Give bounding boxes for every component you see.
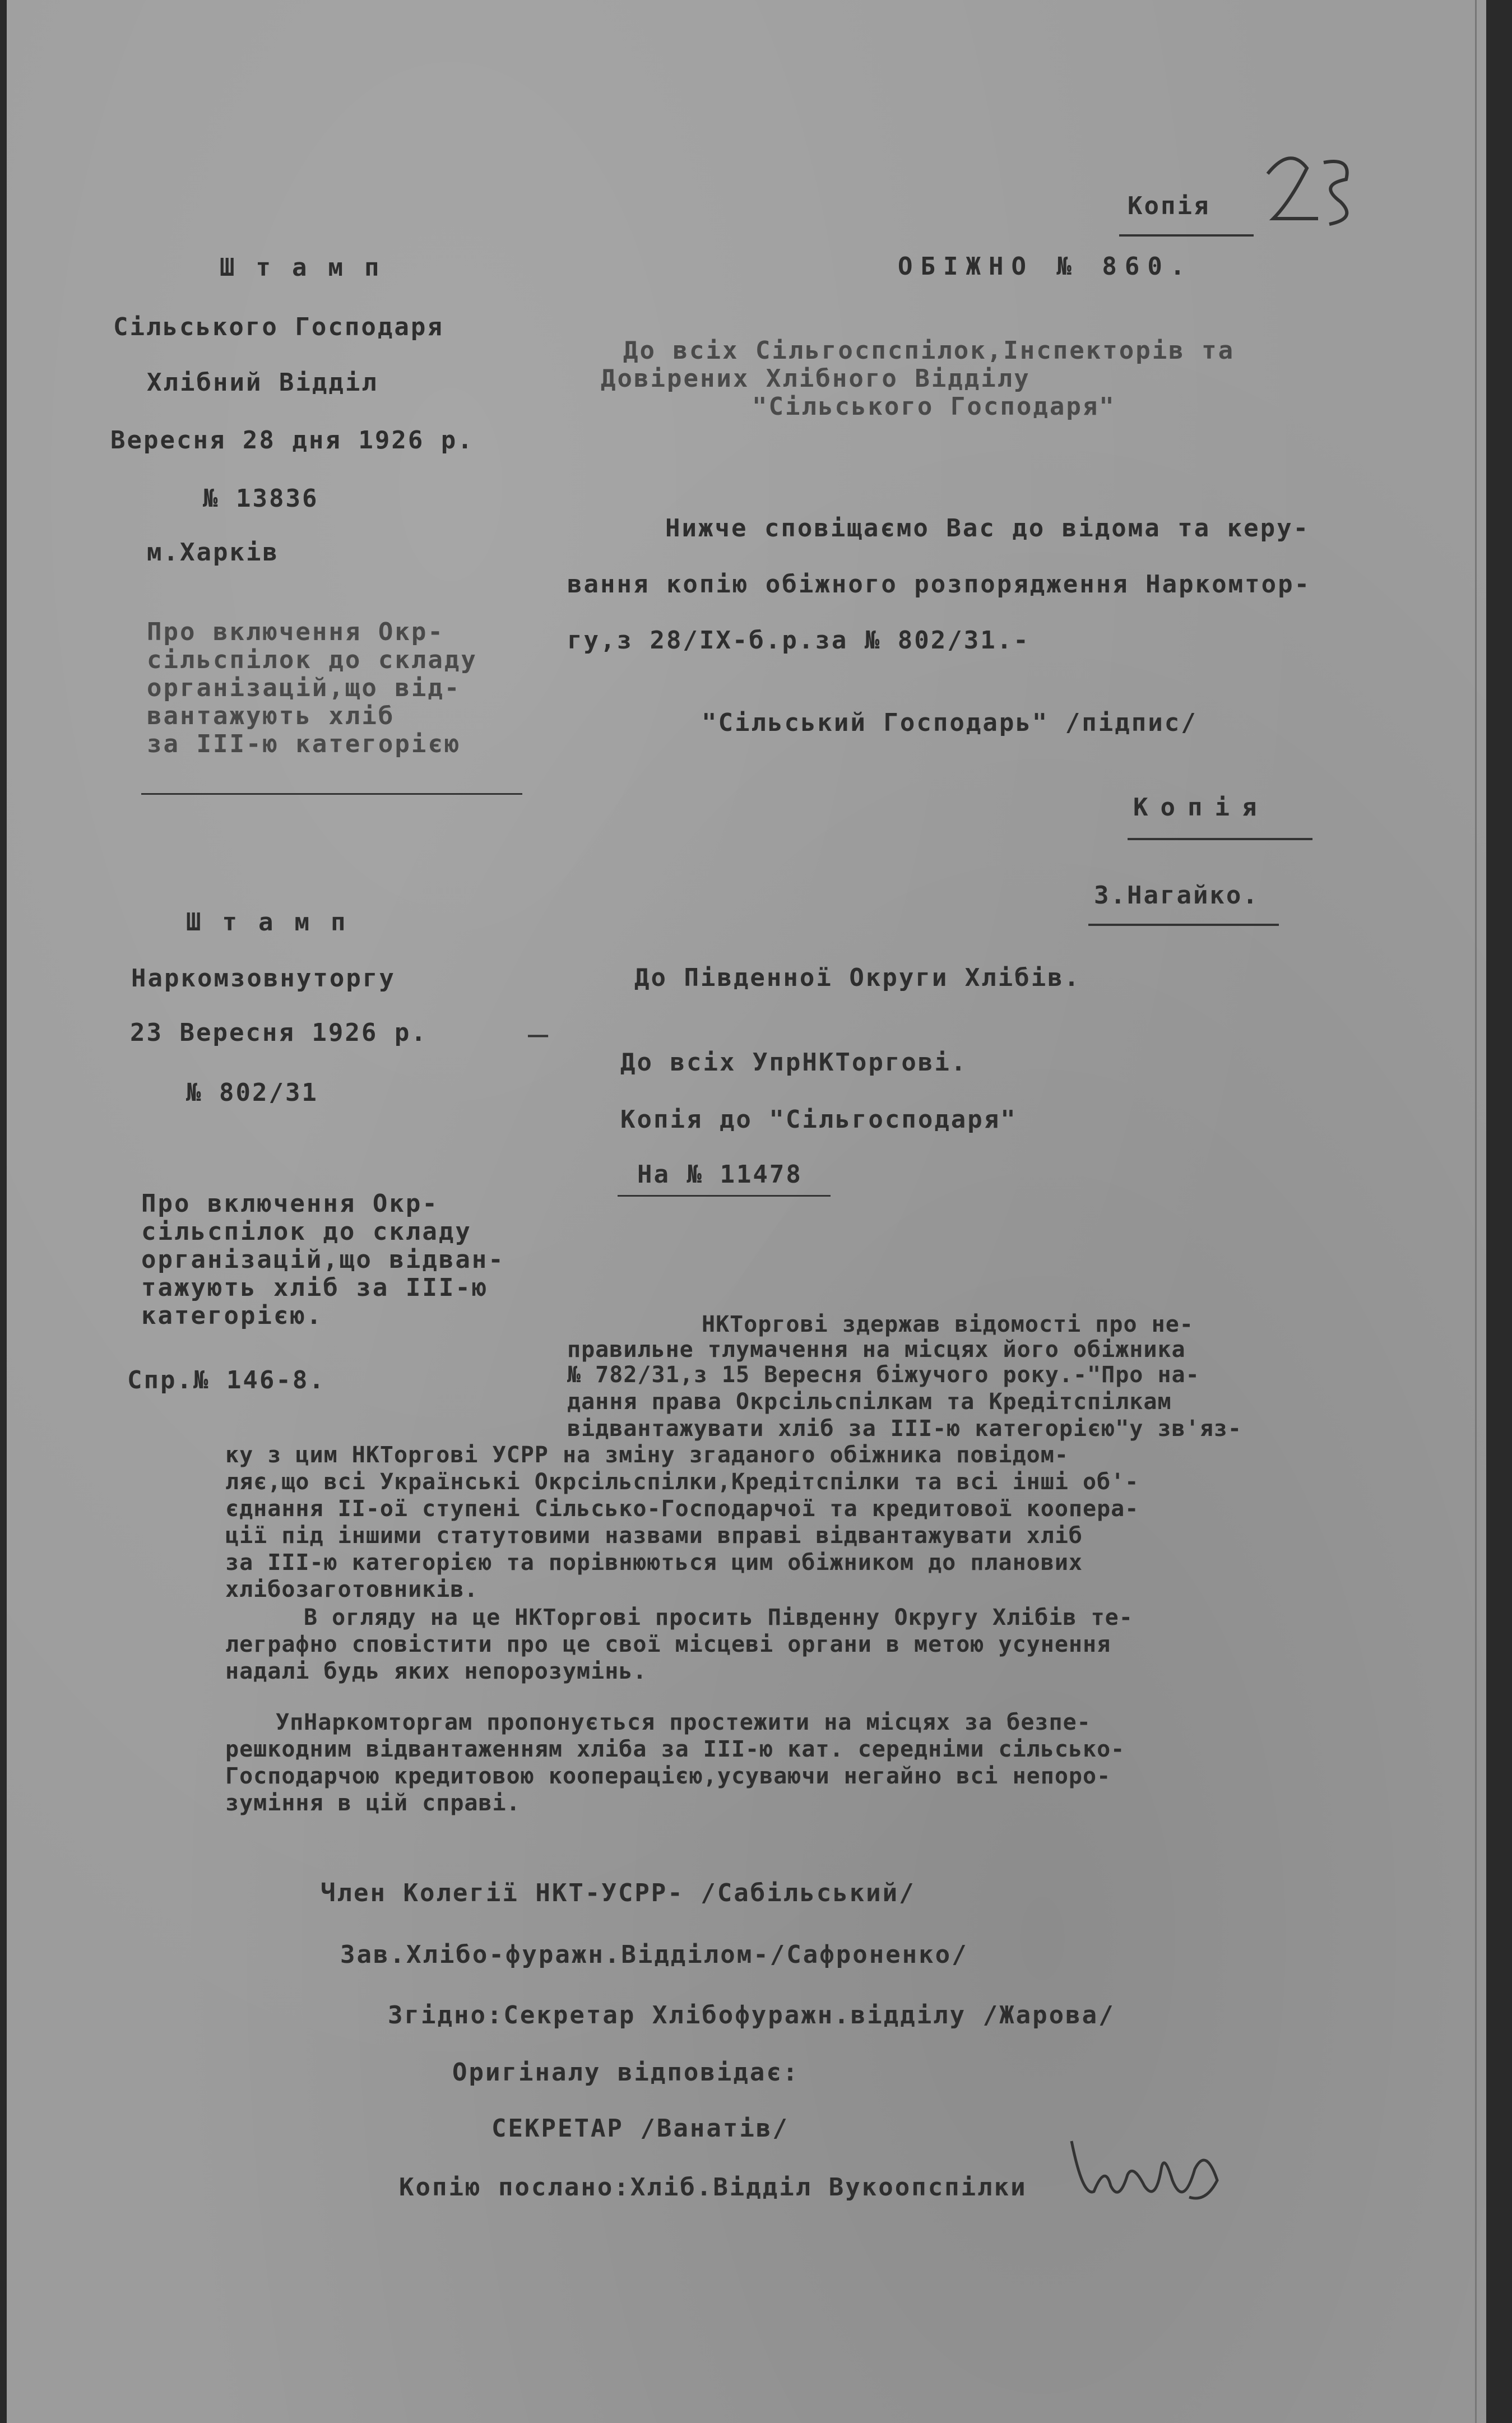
dash-mark: — <box>528 1014 549 1054</box>
page-edge-shadow <box>1475 0 1477 2423</box>
copy-label: Копія <box>1133 793 1269 822</box>
body2-line: № 782/31,з 15 Вересня біжучого року.-"Про на- <box>567 1362 1200 1388</box>
body2-line: хлібозаготовників. <box>225 1577 479 1602</box>
body1-line: вання копію обіжного розпорядження Наркомтор- <box>567 570 1311 599</box>
addressee1-line: Довірених Хлібного Відділу <box>601 364 1031 393</box>
stamp1-line: м.Харків <box>147 538 279 567</box>
stamp1-title: Штамп <box>220 253 401 282</box>
handwritten-corner-mark <box>1256 140 1369 235</box>
body2-line: Господарчою кредитовою кооперацією,усуваючи негайно всі непоро- <box>225 1763 1111 1789</box>
handwritten-signature <box>1066 2130 1234 2214</box>
subject2-line: сільспілок до складу <box>141 1217 472 1246</box>
addressee2-line: До всіх УпрНКТоргові. <box>620 1048 968 1077</box>
footer-line: Згідно:Секретар Хлібофуражн.відділу /Жарова/ <box>388 2001 1115 2030</box>
copy-sign: З.Нагайко. <box>1094 881 1259 910</box>
addressee2-underline <box>618 1195 831 1197</box>
subject2-line: тажують хліб за III-ю <box>141 1273 489 1302</box>
body1-line: гу,з 28/IX-б.р.за № 802/31.- <box>567 626 1030 655</box>
subject1-line: за III-ю категорією <box>147 730 461 758</box>
body2-line: ції під іншими статутовими назвами вправі відвантажувати хліб <box>225 1523 1083 1549</box>
body2-line: правильне тлумачення на місцях його обіжника <box>567 1337 1186 1363</box>
footer-line: Копію послано:Хліб.Відділ Вукоопспілки <box>399 2173 1027 2202</box>
addressee2-line: До Південної Округи Хлібів. <box>634 963 1081 992</box>
addressee2-line: Копія до "Сільгосподаря" <box>620 1105 1017 1134</box>
body2-line: УпНаркомторгам пропонується простежити на місцях за безпе- <box>276 1709 1091 1735</box>
copy-mark: Копія <box>1128 192 1210 220</box>
subject1-line: сільспілок до складу <box>147 646 477 674</box>
file-ref: Спр.№ 146-8. <box>127 1366 326 1395</box>
body2-line: НКТоргові здержав відомості про не- <box>702 1312 1194 1337</box>
body2-line: В огляду на це НКТоргові просить Південну Округу Хлібів те- <box>304 1605 1133 1630</box>
copy-sign-underline <box>1088 924 1279 926</box>
stamp1-line: № 13836 <box>203 484 319 513</box>
addressee2-line: На № 11478 <box>637 1160 803 1189</box>
body2-line: леграфно сповістити про це свої місцеві органи в метою усунення <box>225 1632 1111 1657</box>
subject1-underline <box>141 793 522 795</box>
stamp1-line: Хлібний Відділ <box>147 368 378 397</box>
subject1-line: організацій,що від- <box>147 674 461 702</box>
stamp2-line: 23 Вересня 1926 р. <box>130 1018 428 1047</box>
body2-line: за III-ю категорією та порівнюються цим обіжником до планових <box>225 1550 1083 1576</box>
subject1-line: Про включення Окр- <box>147 618 444 646</box>
body2-line: ку з цим НКТоргові УСРР на зміну згаданого обіжника повідом- <box>225 1442 1069 1468</box>
body2-line: зуміння в цій справі. <box>225 1790 521 1816</box>
footer-line: СЕКРЕТАР /Ванатів/ <box>491 2114 789 2143</box>
body1-line: Нижче сповіщаємо Вас до відома та керу- <box>665 514 1310 543</box>
subject1-line: вантажують хліб <box>147 702 395 730</box>
stamp1-line: Вересня 28 дня 1926 р. <box>110 426 474 455</box>
signature1: "Сільський Господарь" /підпис/ <box>702 708 1198 737</box>
body2-line: єднання II-ої ступені Сільсько-Господарчої та кредитової коопера- <box>225 1496 1139 1522</box>
body2-line: решкодним відвантаженням хліба за III-ю кат. середніми сільсько- <box>225 1736 1125 1762</box>
footer-line: Зав.Хлібо-фуражн.Відділом-/Сафроненко/ <box>340 1940 968 1969</box>
subject2-line: категорією. <box>141 1301 323 1330</box>
body2-line: ляє,що всі Українські Окрсільспілки,Кредітспілки та всі інші об'- <box>225 1469 1139 1495</box>
addressee1-line: "Сільського Господаря" <box>752 392 1116 421</box>
body2-line: відвантажувати хліб за III-ю категорією"у зв'яз- <box>567 1416 1242 1442</box>
body2-line: надалі будь яких непорозумінь. <box>225 1658 647 1684</box>
addressee1-line: До всіх Сільгоспспілок,Інспекторів та <box>623 336 1235 365</box>
footer-line: Член Колегії НКТ-УСРР- /Сабільський/ <box>321 1879 916 1907</box>
subject2-line: Про включення Окр- <box>141 1189 439 1218</box>
stamp2-line: № 802/31 <box>186 1078 318 1107</box>
stamp2-line: Наркомзовнуторгу <box>131 964 396 993</box>
subject2-line: організацій,що відван- <box>141 1245 505 1274</box>
body2-line: дання права Окрсільспілкам та Кредітспілкам <box>567 1389 1172 1415</box>
copy-mark-underline <box>1119 234 1254 237</box>
stamp1-line: Сільського Господаря <box>113 313 444 341</box>
stamp2-title: Штамп <box>186 908 367 937</box>
circular-title: ОБІЖНО № 860. <box>898 252 1193 281</box>
footer-line: Оригіналу відповідає: <box>452 2058 800 2087</box>
document-page <box>7 0 1486 2423</box>
copy-label-underline <box>1128 838 1312 840</box>
